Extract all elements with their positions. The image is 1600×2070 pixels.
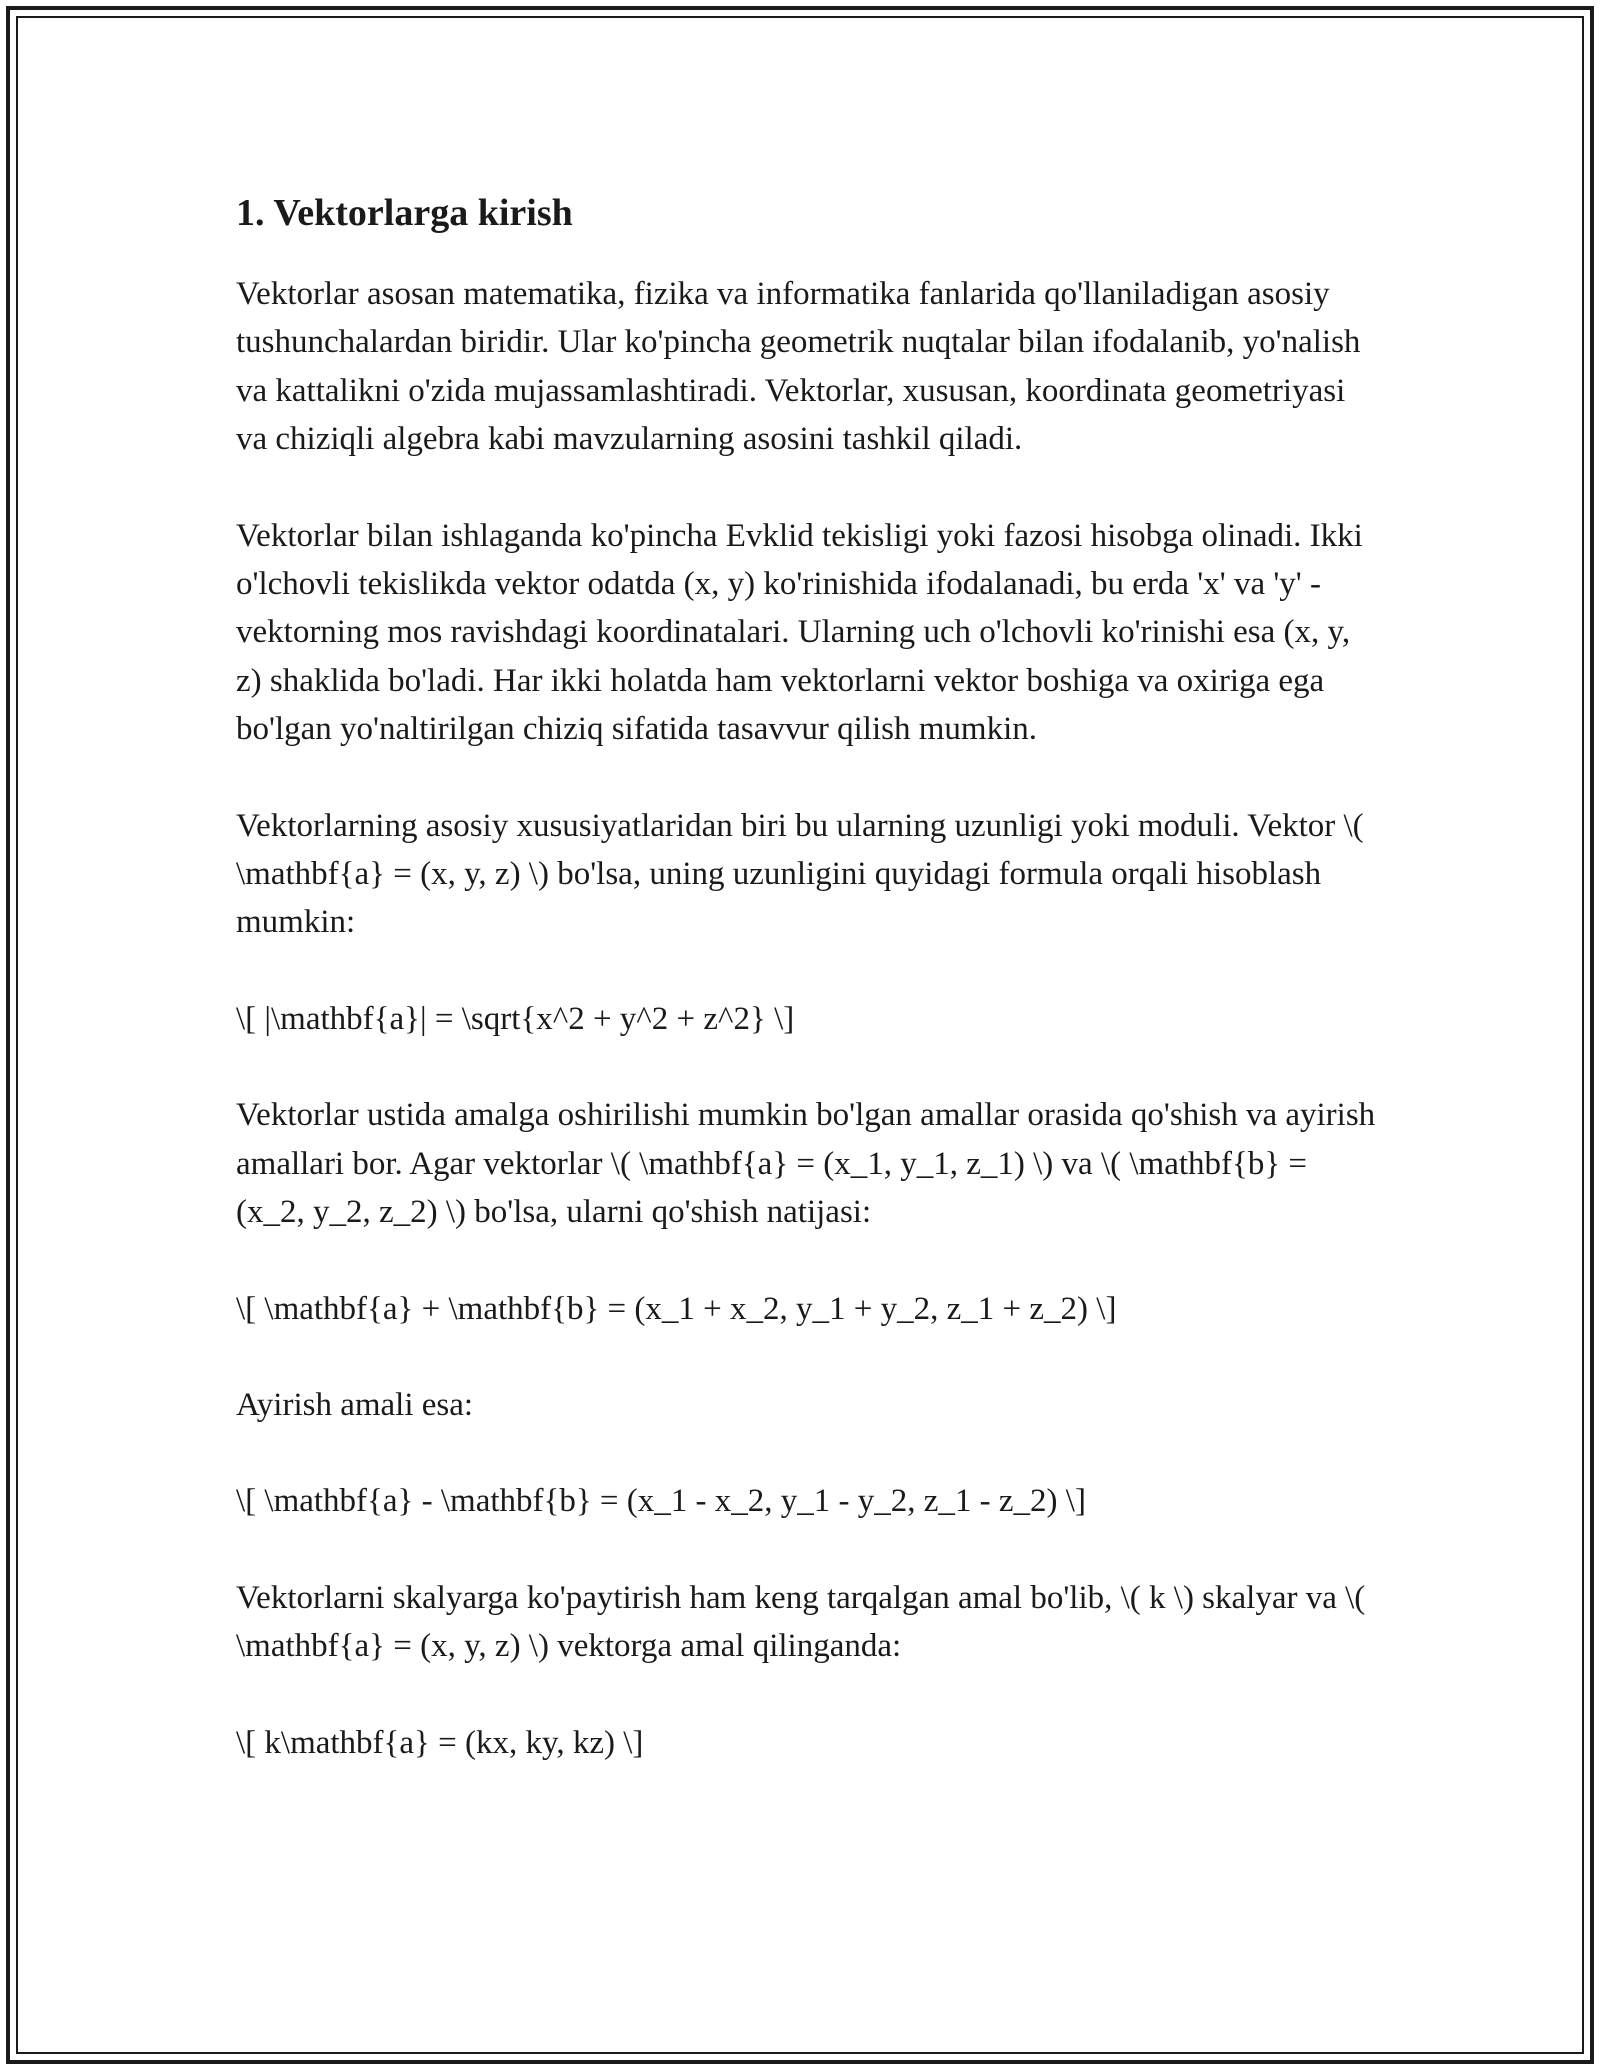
section-heading: 1. Vektorlarga kirish — [236, 192, 573, 234]
formula-addition: \[ \mathbf{a} + \mathbf{b} = (x_1 + x_2, y_1 + y_2, z_1 + z_2) \] — [236, 1290, 1117, 1327]
formula-subtraction: \[ \mathbf{a} - \mathbf{b} = (x_1 - x_2, y_1 - y_2, z_1 - z_2) \] — [236, 1483, 1086, 1520]
formula-length: \[ |\mathbf{a}| = \sqrt{x^2 + y^2 + z^2} \] — [236, 1000, 795, 1037]
formula-scalar: \[ k\mathbf{a} = (kx, ky, kz) \] — [236, 1724, 644, 1761]
paragraph-addition: Vektorlar ustida amalga oshirilishi mumkin bo'lgan amallar orasida qo'shish va ayirish amallari bor. Agar vektorlar \( \mathbf{a} = (x_1, y_1, z_1) \) va \( \mathbf{b} = (x_2, y_2, z_2) \) bo'lsa, ularni qo'shish natijasi: — [236, 1097, 1376, 1231]
paragraph-intro: Vektorlar asosan matematika, fizika va informatika fanlarida qo'llaniladigan asosiy tushunchalardan biridir. Ular ko'pincha geometrik nuqtalar bilan ifodalanib, yo'nalish va kattalikni o'zida mujassamlashtiradi. Vektorlar, xususan, koordinata geometriyasi va chiziqli algebra kabi mavzularning asosini tashkil qiladi. — [236, 276, 1361, 458]
document-body — [236, 186, 1376, 1815]
paragraph-length: Vektorlarning asosiy xususiyatlaridan biri bu ularning uzunligi yoki moduli. Vektor \( \mathbf{a} = (x, y, z) \) bo'lsa, uning uzunligini quyidagi formula orqali hisoblash mumkin: — [236, 807, 1364, 941]
paragraph-subtraction: Ayirish amali esa: — [236, 1386, 474, 1423]
paragraph-euclid: Vektorlar bilan ishlaganda ko'pincha Evklid tekisligi yoki fazosi hisobga olinadi. Ikki o'lchovli tekislikda vektor odatda (x, y) ko'rinishida ifodalanadi, bu erda 'x' va 'y' - vektorning mos ravishdagi koordinatalari. Ularning uch o'lchovli ko'rinishi esa (x, y, z) shaklida bo'ladi. Har ikki holatda ham vektorlarni vektor boshiga va oxiriga ega bo'lgan yo'naltirilgan chiziq sifatida tasavvur qilish mumkin. — [236, 517, 1363, 748]
paragraph-scalar: Vektorlarni skalyarga ko'paytirish ham keng tarqalgan amal bo'lib, \( k \) skalyar va \( \mathbf{a} = (x, y, z) \) vektorga amal qilinganda: — [236, 1579, 1366, 1665]
